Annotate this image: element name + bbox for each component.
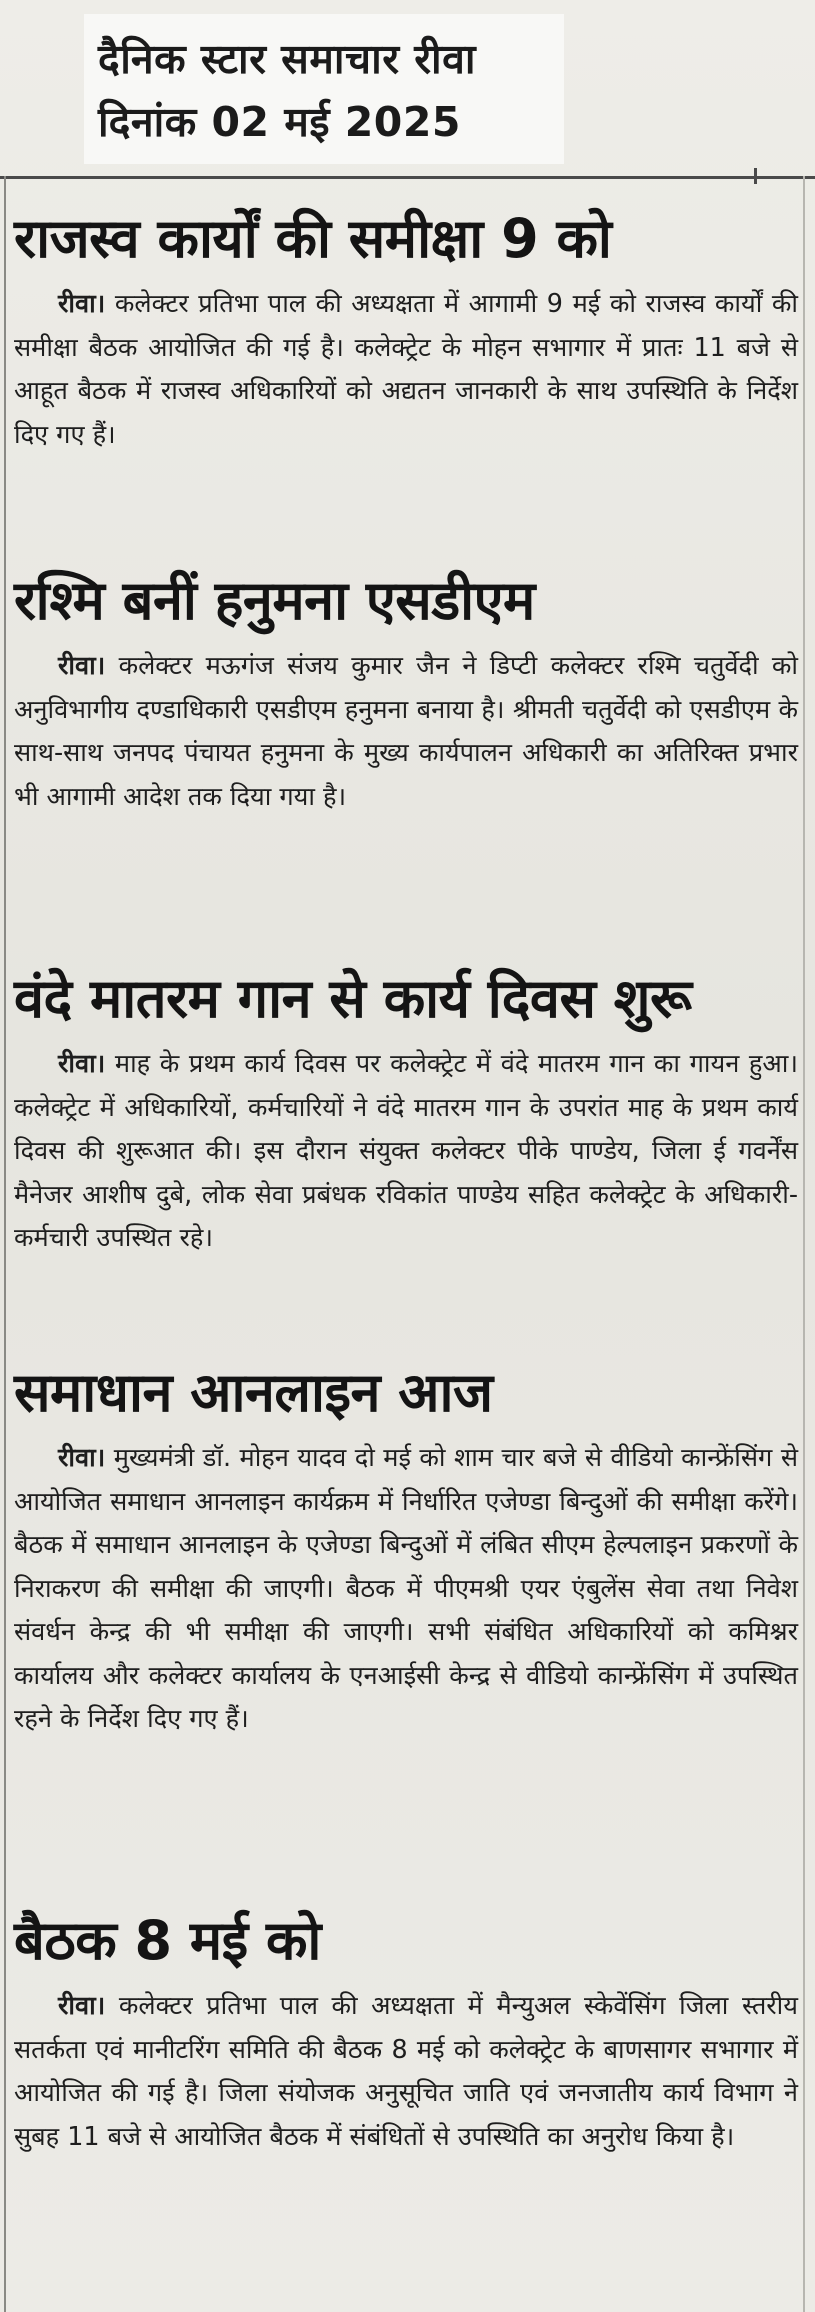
dateline: रीवा।: [58, 1990, 106, 2020]
article-meeting-may-8: [14, 1908, 804, 2158]
article-headline: रश्मि बनीं हनुमना एसडीएम: [14, 569, 535, 632]
article-text: मुख्यमंत्री डॉ. मोहन यादव दो मई को शाम चार बजे से वीडियो कान्फ्रेंसिंग से आयोजित समाधान आनलाइन कार्यक्रम में निर्धारित एजेण्डा बिन्दुओं की समीक्षा करेंगे। बैठक में समाधान आनलाइन के एजेण्डा बिन्दुओं में लंबित सीएम हेल्पलाइन प्रकरणों के निराकरण की समीक्षा की जाएगी। बैठक में पीएमश्री एयर एंबुलेंस सेवा तथा निवेश संवर्धन केन्द्र की भी समीक्षा की जाएगी। सभी संबंधित अधिकारियों को कमिश्नर कार्यालय और कलेक्टर कार्यालय के एनआईसी केन्द्र से वीडियो कान्फ्रेंसिंग में उपस्थित रहने के निर्देश दिए गए हैं।: [14, 1442, 798, 1733]
article-headline: बैठक 8 मई को: [14, 1909, 321, 1972]
article-text: कलेक्टर प्रतिभा पाल की अध्यक्षता में आगामी 9 मई को राजस्व कार्यों की समीक्षा बैठक आयोजित की गई है। कलेक्ट्रेट के मोहन सभागार में प्रातः 11 बजे से आहूत बैठक में राजस्व अधिकारियों को अद्यतन जानकारी के साथ उपस्थिति के निर्देश दिए गए हैं।: [14, 288, 798, 449]
left-border: [4, 176, 6, 2312]
source-newspaper-name: दैनिक स्टार समाचार रीवा: [98, 35, 477, 83]
dateline: रीवा।: [58, 1048, 106, 1078]
dateline: रीवा।: [58, 288, 106, 318]
article-text: कलेक्टर प्रतिभा पाल की अध्यक्षता में मैन्युअल स्केवेंसिंग जिला स्तरीय सतर्कता एवं मानीटरिंग समिति की बैठक 8 मई को कलेक्ट्रेट के बाणसागर सभागार में आयोजित की गई है। जिला संयोजक अनुसूचित जाति एवं जनजातीय कार्य विभाग ने सुबह 11 बजे से आयोजित बैठक में संबंधितों से उपस्थिति का अनुरोध किया है।: [14, 1990, 798, 2151]
dateline: रीवा।: [58, 1442, 106, 1472]
clipping-source-label: [84, 14, 564, 164]
top-rule-tick: [754, 168, 757, 184]
article-body: [14, 282, 804, 456]
source-date: दिनांक 02 मई 2025: [98, 98, 461, 146]
top-rule: [0, 176, 815, 179]
article-body: [14, 1984, 804, 2158]
article-samadhan-online: [14, 1360, 804, 1741]
article-body: [14, 1436, 804, 1741]
article-headline: राजस्व कार्यों की समीक्षा 9 को: [14, 207, 612, 270]
article-body: [14, 1042, 804, 1260]
article-headline: समाधान आनलाइन आज: [14, 1361, 493, 1424]
article-text: कलेक्टर मऊगंज संजय कुमार जैन ने डिप्टी कलेक्टर रश्मि चतुर्वेदी को अनुविभागीय दण्डाधिकारी एसडीएम हनुमना बनाया है। श्रीमती चतुर्वेदी को एसडीएम के साथ-साथ जनपद पंचायत हनुमना के मुख्य कार्यपालन अधिकारी का अतिरिक्त प्रभार भी आगामी आदेश तक दिया गया है।: [14, 650, 798, 811]
dateline: रीवा।: [58, 650, 106, 680]
article-vande-mataram: [14, 966, 804, 1260]
article-text: माह के प्रथम कार्य दिवस पर कलेक्ट्रेट में वंदे मातरम गान का गायन हुआ। कलेक्ट्रेट में अधिकारियों, कर्मचारियों ने वंदे मातरम गान के उपरांत माह के प्रथम कार्य दिवस की शुरूआत की। इस दौरान संयुक्त कलेक्टर पीके पाण्डेय, जिला ई गवर्नेंस मैनेजर आशीष दुबे, लोक सेवा प्रबंधक रविकांत पाण्डेय सहित कलेक्ट्रेट के अधिकारी-कर्मचारी उपस्थित रहे।: [14, 1048, 798, 1252]
article-sdm-appointment: [14, 568, 804, 818]
article-body: [14, 644, 804, 818]
article-revenue-review: [14, 206, 804, 456]
article-headline: वंदे मातरम गान से कार्य दिवस शुरू: [14, 967, 692, 1030]
